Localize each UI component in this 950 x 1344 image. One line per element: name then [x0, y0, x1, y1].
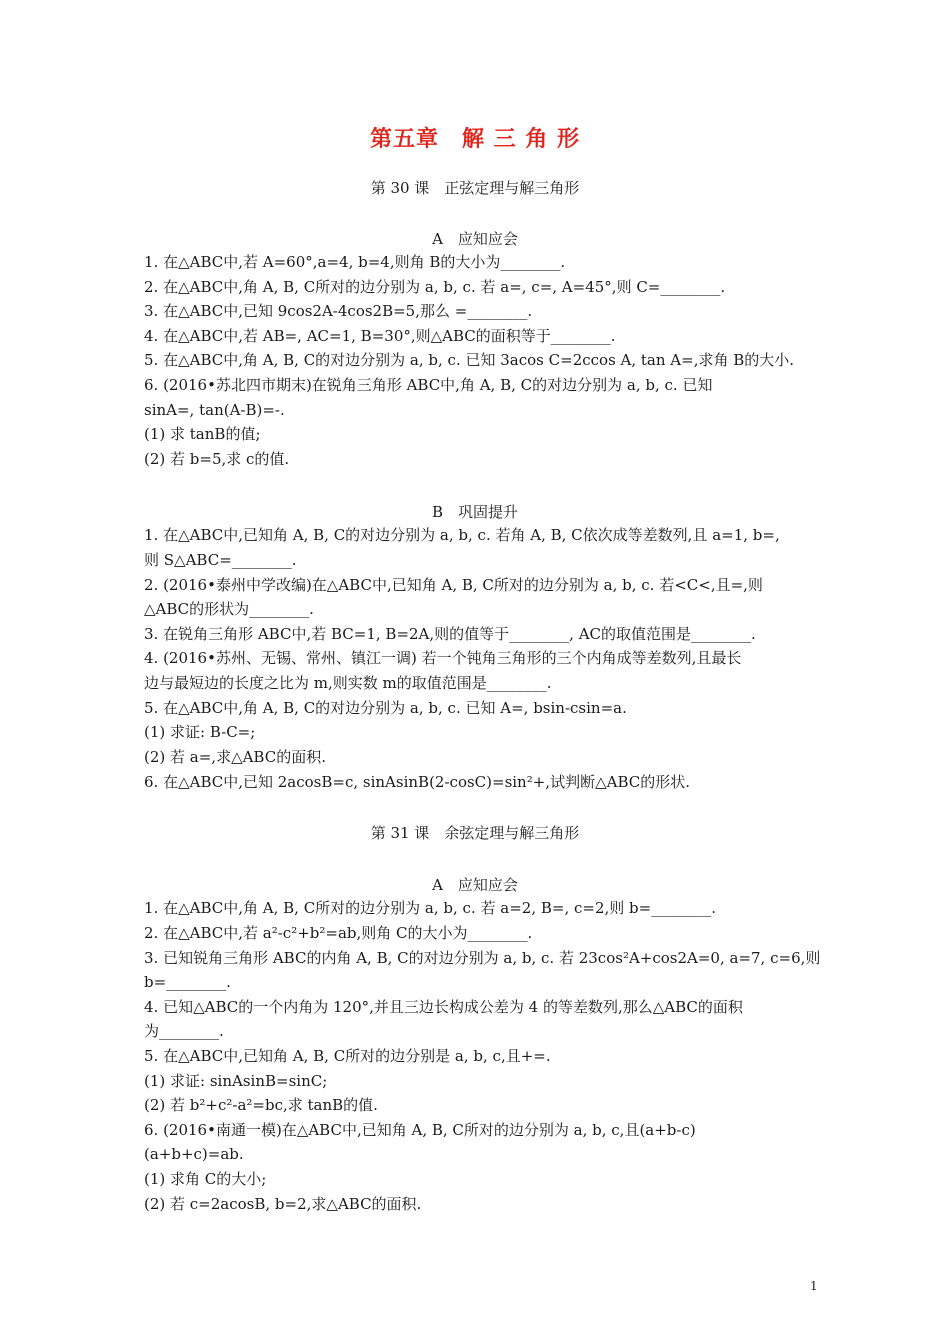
problem-line: 4. 在△ABC中,若 AB=, AC=1, B=30°,则△ABC的面积等于________.: [144, 327, 616, 345]
lesson-30-title: 第 30 课 正弦定理与解三角形: [370, 179, 580, 197]
chapter-title: 第五章 解 三 角 形: [370, 126, 580, 152]
problem-line: b=________.: [144, 973, 231, 991]
problem-line: 2. 在△ABC中,若 a²-c²+b²=ab,则角 C的大小为________.: [144, 924, 533, 942]
problem-line: sinA=, tan(A-B)=-.: [144, 401, 285, 419]
problem-line: 2. 在△ABC中,角 A, B, C所对的边分别为 a, b, c. 若 a=, c=, A=45°,则 C=________.: [144, 278, 726, 296]
problem-line: △ABC的形状为________.: [144, 600, 314, 618]
problem-line: (2) 若 b=5,求 c的值.: [144, 450, 290, 468]
problem-line: 6. 在△ABC中,已知 2acosB=c, sinAsinB(2-cosC)=sin²+,试判断△ABC的形状.: [144, 773, 690, 791]
problem-line: (1) 求证: B-C=;: [144, 723, 256, 741]
problem-line: 1. 在△ABC中,角 A, B, C所对的边分别为 a, b, c. 若 a=2, B=, c=2,则 b=________.: [144, 899, 716, 917]
problem-line: 3. 在锐角三角形 ABC中,若 BC=1, B=2A,则的值等于________, AC的取值范围是________.: [144, 625, 756, 643]
lesson-31-section-a-title: A 应知应会: [432, 876, 518, 894]
problem-line: 则 S△ABC=________.: [144, 551, 297, 569]
problem-line: (2) 若 c=2acosB, b=2,求△ABC的面积.: [144, 1195, 422, 1213]
problem-line: (1) 求证: sinAsinB=sinC;: [144, 1072, 328, 1090]
problem-line: 1. 在△ABC中,若 A=60°,a=4, b=4,则角 B的大小为________.: [144, 253, 566, 271]
problem-line: 5. 在△ABC中,角 A, B, C的对边分别为 a, b, c. 已知 3acos C=2ccos A, tan A=,求角 B的大小.: [144, 351, 795, 369]
problem-line: (2) 若 b²+c²-a²=bc,求 tanB的值.: [144, 1096, 378, 1114]
problem-line: 3. 已知锐角三角形 ABC的内角 A, B, C的对边分别为 a, b, c. 若 23cos²A+cos2A=0, a=7, c=6,则: [144, 949, 821, 967]
problem-line: 为________.: [144, 1022, 224, 1040]
lesson-30-section-a-title: A 应知应会: [432, 230, 518, 248]
problem-line: 3. 在△ABC中,已知 9cos2A-4cos2B=5,那么 =________.: [144, 302, 533, 320]
problem-line: 2. (2016•泰州中学改编)在△ABC中,已知角 A, B, C所对的边分别为 a, b, c. 若<C<,且=,则: [144, 576, 763, 594]
problem-line: 4. 已知△ABC的一个内角为 120°,并且三边长构成公差为 4 的等差数列,那么△ABC的面积: [144, 998, 743, 1016]
problem-line: (1) 求 tanB的值;: [144, 425, 261, 443]
problem-line: 5. 在△ABC中,角 A, B, C的对边分别为 a, b, c. 已知 A=, bsin-csin=a.: [144, 699, 627, 717]
lesson-30-section-b-title: B 巩固提升: [431, 503, 519, 521]
problem-line: (a+b+c)=ab.: [144, 1145, 244, 1163]
problem-line: 5. 在△ABC中,已知角 A, B, C所对的边分别是 a, b, c,且+=.: [144, 1047, 551, 1065]
problem-line: (2) 若 a=,求△ABC的面积.: [144, 748, 326, 766]
problem-line: 6. (2016•苏北四市期末)在锐角三角形 ABC中,角 A, B, C的对边分别为 a, b, c. 已知: [144, 376, 713, 394]
problem-line: (1) 求角 C的大小;: [144, 1170, 267, 1188]
page-number: 1: [810, 1279, 818, 1293]
lesson-31-title: 第 31 课 余弦定理与解三角形: [370, 824, 580, 842]
problem-line: 边与最短边的长度之比为 m,则实数 m的取值范围是________.: [144, 674, 552, 692]
problem-line: 6. (2016•南通一模)在△ABC中,已知角 A, B, C所对的边分别为 a, b, c,且(a+b-c): [144, 1121, 696, 1139]
problem-line: 1. 在△ABC中,已知角 A, B, C的对边分别为 a, b, c. 若角 A, B, C依次成等差数列,且 a=1, b=,: [144, 526, 780, 544]
problem-line: 4. (2016•苏州、无锡、常州、镇江一调) 若一个钝角三角形的三个内角成等差数列,且最长: [144, 649, 742, 667]
